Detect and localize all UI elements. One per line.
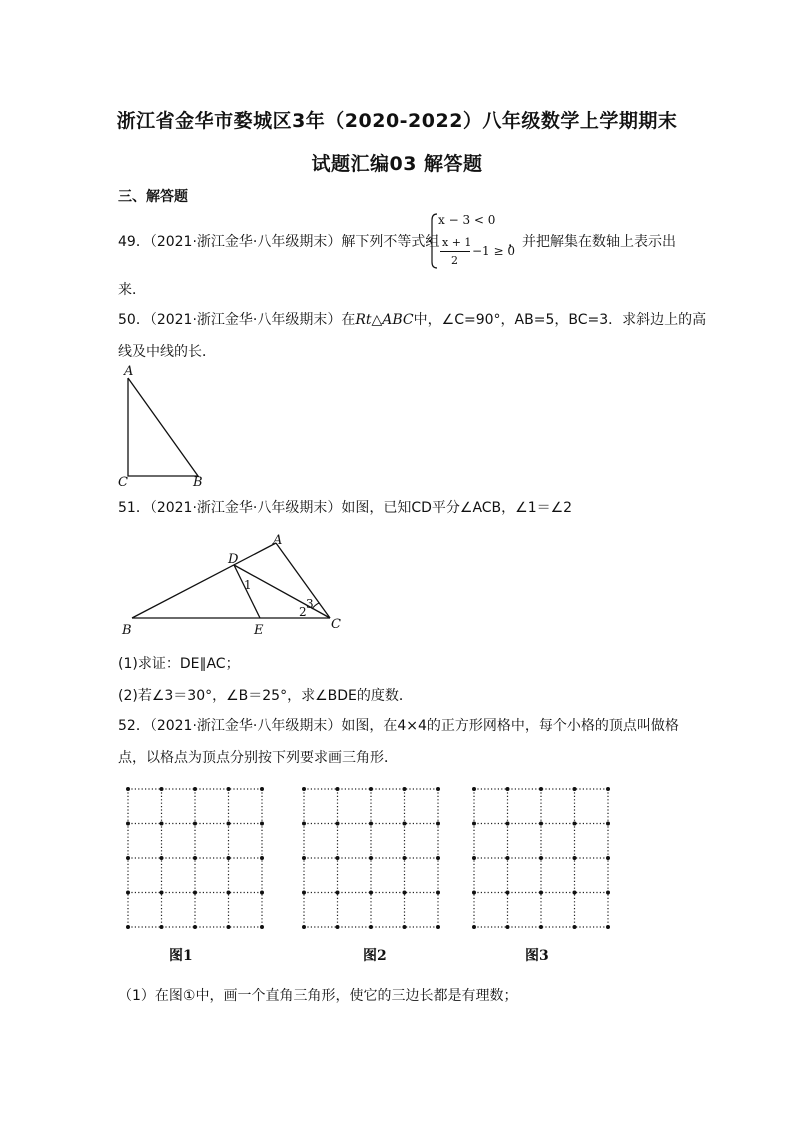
lattice-point	[606, 787, 610, 791]
q49-inequality-1: x − 3 < 0	[438, 213, 496, 227]
lattice-point	[403, 891, 407, 895]
lattice-point	[227, 856, 231, 860]
lattice-point	[302, 856, 306, 860]
lattice-point	[260, 925, 264, 929]
lattice-point	[126, 856, 130, 860]
lattice-point	[606, 856, 610, 860]
lattice-point	[539, 925, 543, 929]
q49-inequality-2-rest: −1 ≥ 0	[472, 244, 516, 258]
q51-figure	[118, 530, 348, 640]
q50-line1	[118, 310, 706, 330]
lattice-point	[472, 891, 476, 895]
lattice-point	[126, 891, 130, 895]
grid-figure-3	[470, 785, 612, 931]
q51-label-d: D	[228, 552, 239, 567]
lattice-point	[573, 925, 577, 929]
lattice-point	[126, 787, 130, 791]
lattice-point	[436, 891, 440, 895]
lattice-point	[573, 891, 577, 895]
q50-line2: 线及中线的长．	[118, 344, 216, 360]
lattice-point	[369, 822, 373, 826]
grid-figure-2	[300, 785, 442, 931]
lattice-point	[539, 822, 543, 826]
lattice-point	[403, 925, 407, 929]
lattice-point	[436, 925, 440, 929]
lattice-point	[336, 925, 340, 929]
grid-figure-1	[124, 785, 266, 931]
lattice-point	[302, 891, 306, 895]
lattice-point	[227, 822, 231, 826]
q51-angle-3: 3	[306, 597, 314, 611]
q50-triangle-figure	[118, 362, 218, 492]
q49-fraction-denominator: 2	[451, 254, 458, 267]
lattice-point	[403, 856, 407, 860]
grid-caption-2: 图2	[363, 948, 387, 964]
lattice-point	[193, 856, 197, 860]
lattice-point	[369, 856, 373, 860]
lattice-point	[336, 822, 340, 826]
lattice-point	[160, 787, 164, 791]
lattice-point	[227, 925, 231, 929]
q50-label-a: A	[124, 364, 134, 379]
grid-caption-3: 图3	[525, 948, 549, 964]
lattice-point	[539, 856, 543, 860]
lattice-point	[369, 787, 373, 791]
q50-rt-triangle: Rt△ABC	[355, 312, 414, 328]
q49-text: 49．（2021·浙江金华·八年级期末）解下列不等式组	[118, 234, 440, 250]
lattice-point	[506, 856, 510, 860]
q51-sub2: (2)若∠3＝30°，∠B＝25°，求∠BDE的度数．	[118, 688, 413, 704]
lattice-point	[126, 822, 130, 826]
lattice-point	[336, 787, 340, 791]
lattice-point	[193, 891, 197, 895]
lattice-point	[606, 822, 610, 826]
q50-label-b: B	[193, 475, 203, 490]
lattice-point	[369, 891, 373, 895]
lattice-point	[302, 787, 306, 791]
lattice-point	[539, 891, 543, 895]
lattice-point	[336, 856, 340, 860]
lattice-point	[227, 787, 231, 791]
q50-mid: 中，∠C=90°，AB=5，BC=3．求斜边上的高	[413, 312, 707, 328]
q49-line2: 来．	[118, 282, 146, 298]
q51-sub1: (1)求证：DE∥AC；	[118, 656, 240, 672]
lattice-point	[606, 891, 610, 895]
lattice-point	[436, 787, 440, 791]
lattice-point	[260, 856, 264, 860]
lattice-point	[436, 856, 440, 860]
grid-caption-1: 图1	[169, 948, 193, 964]
lattice-point	[160, 822, 164, 826]
lattice-point	[160, 925, 164, 929]
q52-line2: 点，以格点为顶点分别按下列要求画三角形．	[118, 750, 398, 766]
lattice-point	[160, 856, 164, 860]
lattice-point	[436, 822, 440, 826]
lattice-point	[539, 787, 543, 791]
q51-label-a: A	[273, 533, 283, 548]
q50-prefix: 50．（2021·浙江金华·八年级期末）在	[118, 312, 356, 328]
lattice-point	[302, 822, 306, 826]
lattice-point	[126, 925, 130, 929]
lattice-point	[573, 856, 577, 860]
q49-fraction-numerator: x + 1	[442, 236, 472, 249]
lattice-point	[472, 822, 476, 826]
q51-angle-2: 2	[299, 605, 307, 619]
lattice-point	[472, 856, 476, 860]
lattice-point	[260, 891, 264, 895]
lattice-point	[302, 925, 306, 929]
q49-text-after: ，并把解集在数轴上表示出	[508, 234, 676, 250]
fraction-bar	[440, 251, 470, 252]
lattice-point	[573, 822, 577, 826]
lattice-point	[260, 787, 264, 791]
lattice-point	[227, 891, 231, 895]
q51-label-b: B	[122, 623, 132, 638]
q51-line1: 51．（2021·浙江金华·八年级期末）如图，已知CD平分∠ACB，∠1＝∠2	[118, 500, 573, 516]
q52-sub1: （1）在图①中，画一个直角三角形，使它的三边长都是有理数；	[118, 988, 518, 1004]
lattice-point	[193, 822, 197, 826]
lattice-point	[506, 891, 510, 895]
q51-label-c: C	[331, 617, 341, 632]
lattice-point	[573, 787, 577, 791]
q50-label-c: C	[118, 475, 128, 490]
lattice-point	[193, 787, 197, 791]
lattice-point	[260, 822, 264, 826]
q51-label-e: E	[254, 623, 264, 638]
lattice-point	[193, 925, 197, 929]
lattice-point	[403, 787, 407, 791]
document-title-line1: 浙江省金华市婺城区3年（2020-2022）八年级数学上学期期末	[116, 110, 678, 132]
lattice-point	[506, 822, 510, 826]
document-title-line2: 试题汇编03 解答题	[311, 153, 483, 175]
q51-angle-1: 1	[244, 578, 252, 592]
lattice-point	[160, 891, 164, 895]
lattice-point	[472, 925, 476, 929]
lattice-point	[506, 787, 510, 791]
q52-line1: 52．（2021·浙江金华·八年级期末）如图，在4×4的正方形网格中，每个小格的顶点叫做格	[118, 718, 679, 734]
lattice-point	[403, 822, 407, 826]
lattice-point	[369, 925, 373, 929]
lattice-point	[336, 891, 340, 895]
lattice-point	[606, 925, 610, 929]
section-heading: 三、解答题	[118, 189, 188, 205]
lattice-point	[506, 925, 510, 929]
lattice-point	[472, 787, 476, 791]
